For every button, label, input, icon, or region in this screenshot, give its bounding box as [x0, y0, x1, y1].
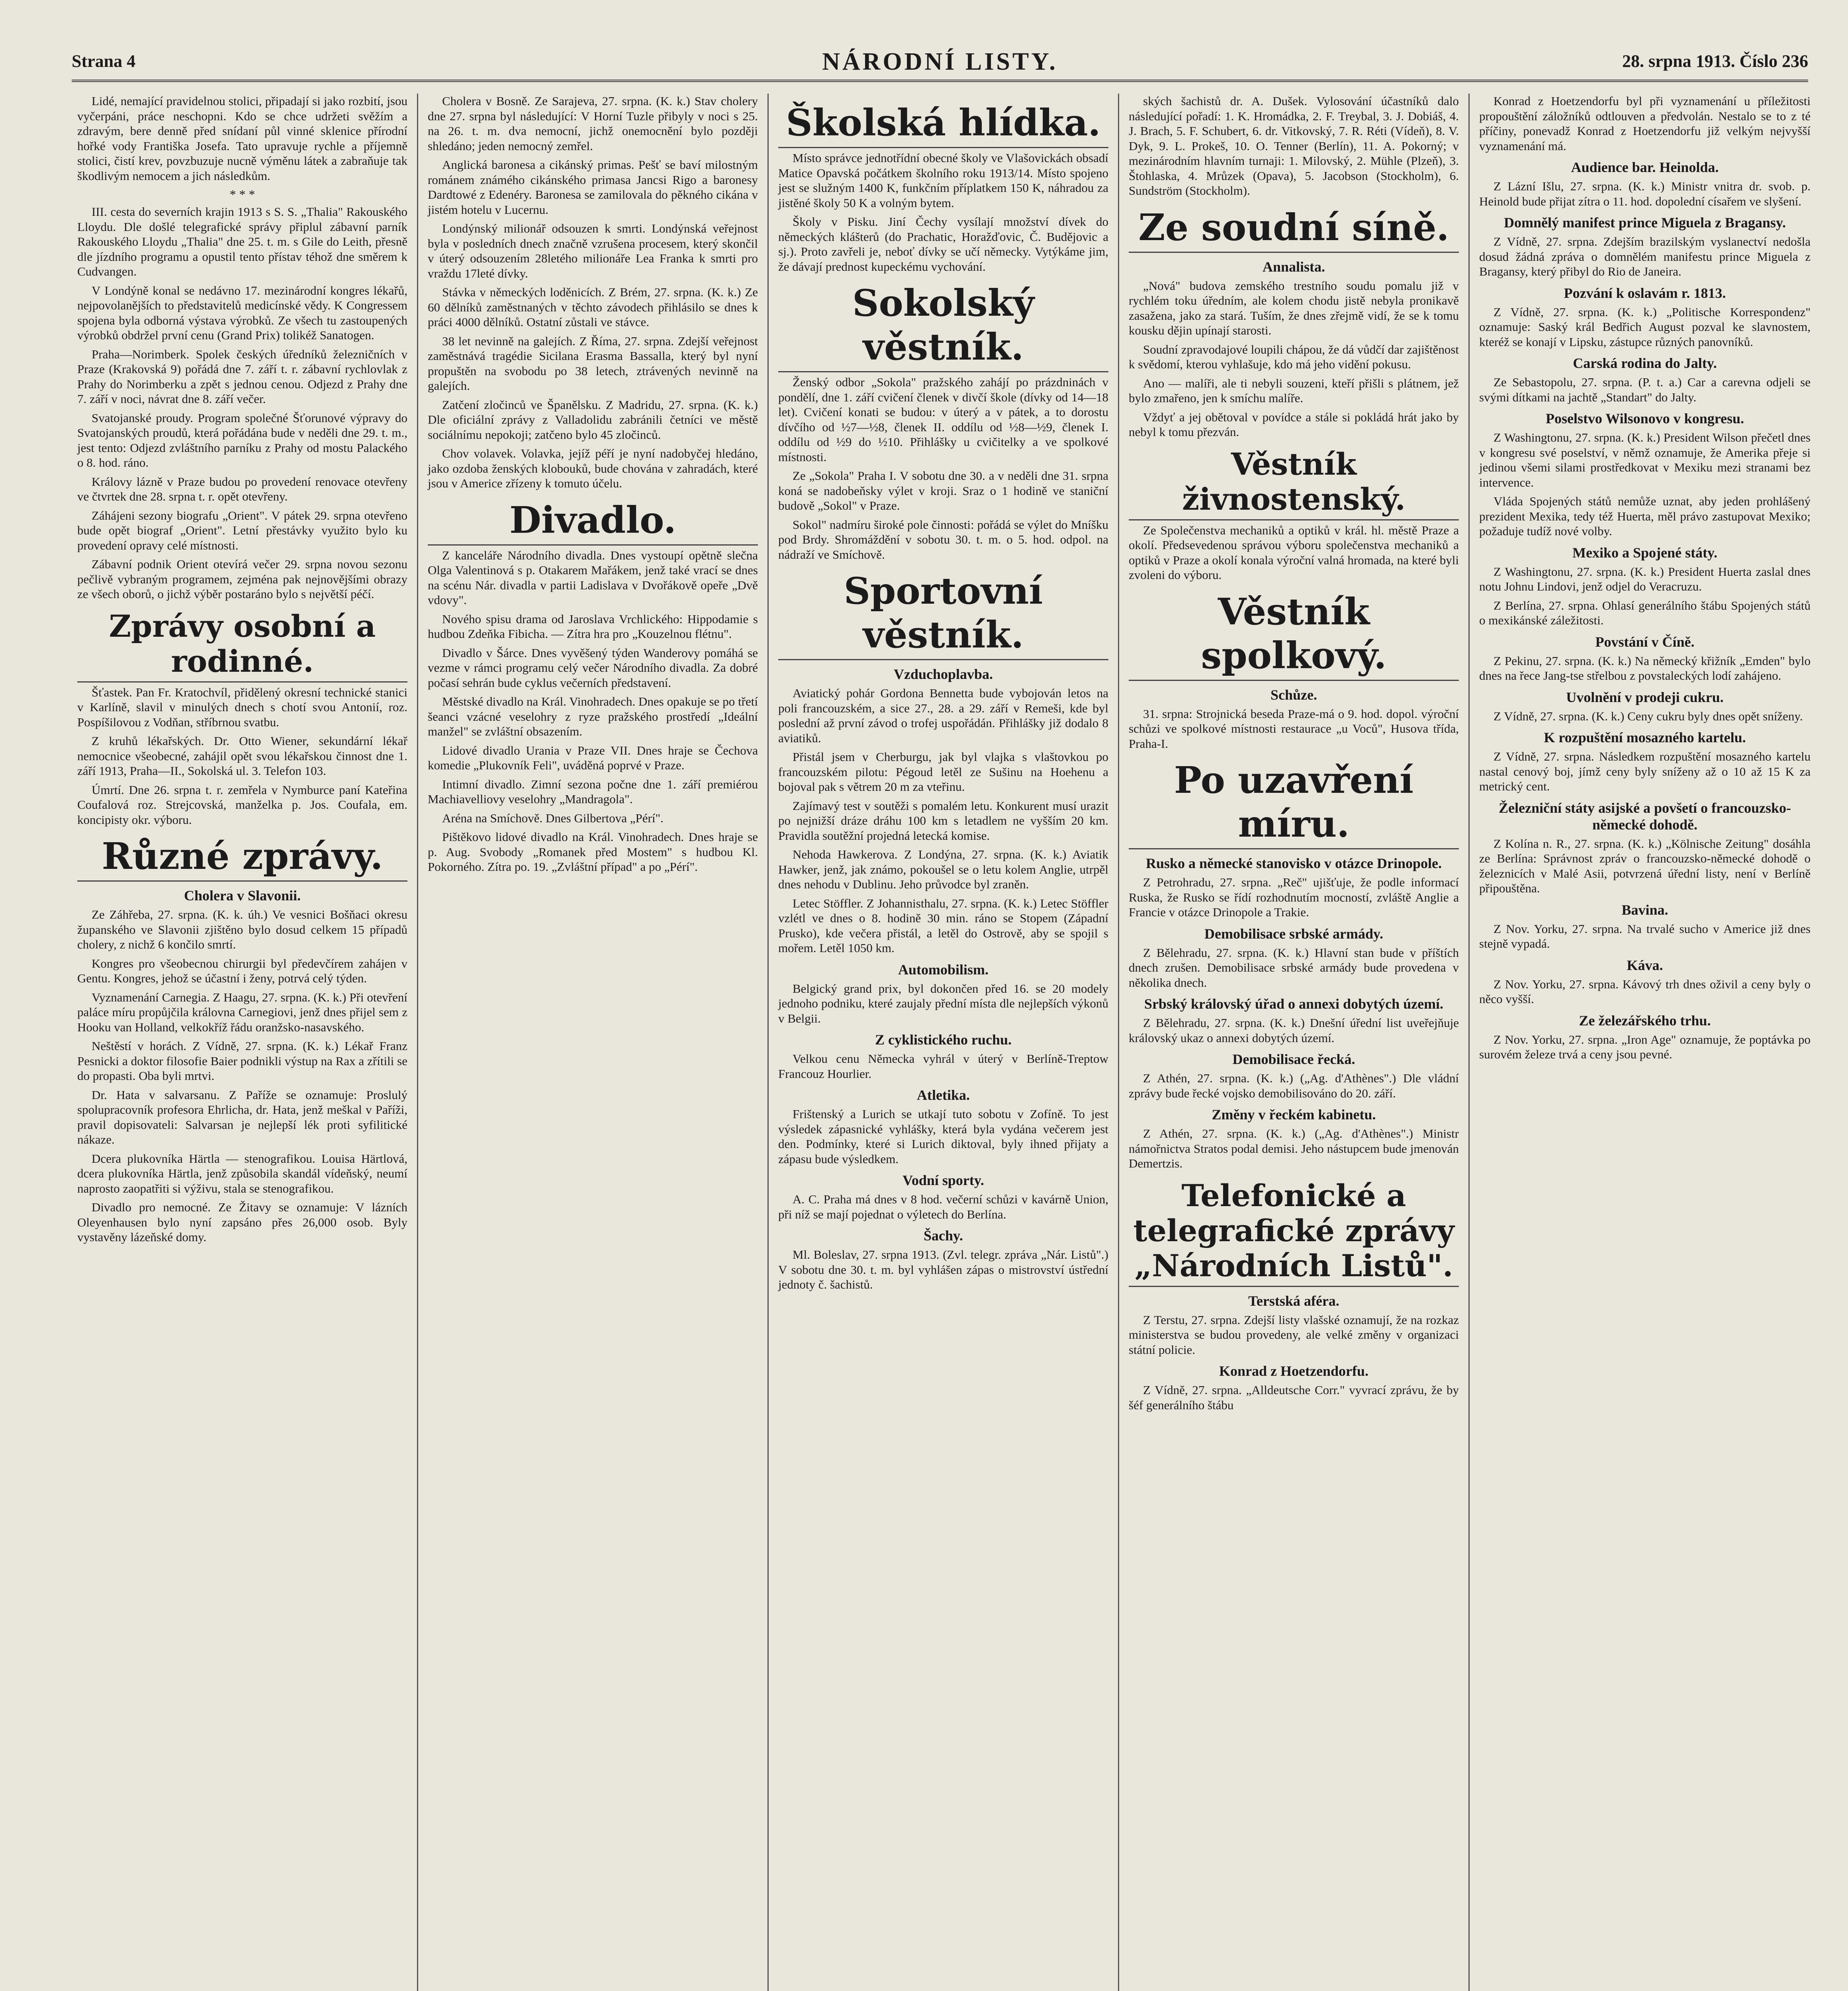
article-text: Divadlo v Šárce. Dnes vyvěšený týden Wanderovy pomáhá se vezme v rámci programu celý večer Národního divadla. Za dobré počasí sehrán bude cyklus večerních představení.	[428, 645, 758, 690]
article-text: Z Athén, 27. srpna. (K. k.) („Ag. d'Athènes".) Dle vládní zprávy bude řecké vojsko demobilisováno do 20. září.	[1129, 1071, 1459, 1100]
article-text: Ženský odbor „Sokola" pražského zahájí po prázdninách v pondělí, dne 1. září cvičení členek v divčí škole (dívky od 14—18 let). Cvičení konati se budou: v úterý a v pátek, a to dorostu dívčího od ½7—½8, členek II. oddílu od ½8—½9, členek I. oddílu od ½9 do ½10. Přihlášky u cvičitelky a ve spolkové místnosti.	[778, 375, 1108, 464]
column-2	[418, 94, 769, 1991]
article-text: Aréna na Smíchově. Dnes Gilbertova „Pérí".	[442, 811, 664, 825]
article-text: Z Berlína, 27. srpna. Ohlasí generálního štábu Spojených států o mexikánské záležitosti.	[1479, 598, 1811, 627]
subheading: Terstská aféra.	[1248, 1293, 1339, 1309]
section-heading: Telefonické a telegrafické zprávy „Národních Listů".	[1129, 1178, 1459, 1287]
article-text: Neštěstí v horách. Z Vídně, 27. srpna. (K. k.) Lékař Franz Pesnicki a doktor filosofie Baier podnikli výstup na Rax a zřítili se do propasti. Oba byli mrtvi.	[77, 1039, 407, 1083]
article-text: Z Pekinu, 27. srpna. (K. k.) Na německý křižník „Emden" bylo dnes na řece Jang-tse střelbou z povstaleckých lodí zahájeno.	[1479, 653, 1811, 683]
section-heading: Věstník živnostenský.	[1129, 447, 1459, 520]
subheading: Srbský královský úřad o annexi dobytých území.	[1144, 996, 1444, 1012]
article-text: Přistál jsem v Cherburgu, jak byl vlajka s vlaštovkou po francouzském pilotu: Pégoud letěl ze Sušinu na Hoehenu a bojoval pak s větrem 20 m za vteřinu.	[778, 750, 1108, 794]
column-5	[1470, 94, 1820, 1991]
article-text: Královy lázně v Praze budou po provedení renovace otevřeny ve čtvrtek dne 28. srpna t. r. opět otevřeny.	[77, 474, 407, 503]
article-text: Dcera plukovníka Härtla — stenografikou. Louisa Härtlová, dcera plukovníka Härtla, jenž způsobila skandál vídeňský, neumí naprosto zaopatřiti si výživu, stala se stenografikou.	[77, 1151, 407, 1195]
article-text: Belgický grand prix, byl dokončen před 16. se 20 modely jednoho podniku, které zaujaly přední místa dle nejlepších výkonů v Belgii.	[778, 981, 1108, 1025]
article-text: Ze Sebastopolu, 27. srpna. (P. t. a.) Car a carevna odjeli se svými dítkami na jachtě „Standart" do Jalty.	[1479, 375, 1811, 404]
article-text: Pištěkovo lidové divadlo na Král. Vinohradech. Dnes hraje se p. Aug. Svobody „Romanek před Mostem" s hudbou Kl. Pokorného. Zítra po. 19. „Zvláštní případ" a po „Pérí".	[428, 830, 758, 874]
article-text: Z kanceláře Národního divadla. Dnes vystoupí opětně slečna Olga Valentinová s p. Otakarem Mařákem, jenž také vrací se dnes na scénu Nár. divadla v partii Ladislava v Dvořákově opeře „Dvě vdovy".	[428, 548, 758, 607]
page-header	[72, 48, 1808, 82]
article-text: Londýnský milionář odsouzen k smrti. Londýnská veřejnost byla v posledních dnech značně vzrušena procesem, který skončil v úterý odsouzením 28letého milionáře Lea Franka k smrti pro vraždu 17leté dívky.	[428, 221, 758, 280]
subheading: Povstání v Číně.	[1595, 634, 1695, 650]
article-text: Lidové divadlo Urania v Praze VII. Dnes hraje se Čechova komedie „Plukovník Feli", uváděná poprvé v Praze.	[428, 743, 758, 772]
article-text: Ze „Sokola" Praha I. V sobotu dne 30. a v neděli dne 31. srpna koná se nadobeňsky výlet v kroji. Sraz o 1 hodině ve staniční budově „Sokol" v Praze.	[778, 469, 1108, 512]
subheading: Annalista.	[1262, 258, 1325, 275]
article-text: Stávka v německých loděnicích. Z Brém, 27. srpna. (K. k.) Ze 60 dělníků zaměstnaných v těchto závodech přihlásilo se dnes k práci 4000 dělníků. Ostatní zůstali ve stávce.	[428, 285, 758, 329]
article-text: Velkou cenu Německa vyhrál v úterý v Berlíně-Treptow Francouz Hourlier.	[778, 1052, 1108, 1081]
section-heading: Sportovní věstník.	[778, 569, 1108, 660]
article-text: Z kruhů lékařských. Dr. Otto Wiener, sekundární lékař nemocnice všeobecné, zahájil opět svou lékařskou činnost dne 1. září 1913, Praha—II., Sokolská ul. 3. Telefon 103.	[77, 734, 407, 778]
article-text: Zatčení zločinců ve Španělsku. Z Madridu, 27. srpna. (K. k.) Dle oficiální zprávy z Valladolidu zabránili četníci ve městě sociálnímu nepokoji; zatčeno bylo 45 zločinců.	[428, 397, 758, 442]
subheading: Vodní sporty.	[902, 1172, 984, 1188]
subheading: Demobilisace řecká.	[1232, 1051, 1355, 1067]
article-text: A. C. Praha má dnes v 8 hod. večerní schůzi v kavárně Union, při níž se mají pojednat o výletech do Berlína.	[778, 1192, 1108, 1221]
article-text: Z Terstu, 27. srpna. Zdejší listy vlašské oznamují, že na rozkaz ministerstva se budou provedeny, ale velké změny v organizaci státní policie.	[1129, 1312, 1459, 1357]
article-text: Úmrtí. Dne 26. srpna t. r. zemřela v Nymburce paní Kateřina Coufalová roz. Strejcovská, manželka p. Jos. Coufala, em. koncipisty okr. výboru.	[77, 782, 407, 827]
article-text: Z Vídně, 27. srpna. (K. k.) „Politische Korrespondenz" oznamuje: Saský král Bedřich August pozval ke slavnostem, kteréž se konají v Lipsku, zástupce různých panovníků.	[1479, 305, 1811, 349]
subheading: Automobilism.	[898, 961, 989, 978]
separator: * * *	[229, 187, 255, 201]
subheading: Carská rodina do Jalty.	[1573, 355, 1717, 371]
columns	[68, 94, 1820, 1991]
subheading: Rusko a německé stanovisko v otázce Drinopole.	[1146, 855, 1442, 871]
article-text: Frištenský a Lurich se utkají tuto sobotu v Zofíně. To jest výsledek zápasnické vyhlášky, která byla vydána večerem jest den. Podmínky, které si Lurich diktoval, byly ihned přijaty a zápasu bude výsledkem.	[778, 1107, 1108, 1166]
article-text: Nehoda Hawkerova. Z Londýna, 27. srpna. (K. k.) Aviatik Hawker, jenž, jak známo, pokoušel se o letu kolem Anglie, utrpěl dnes nehodu v Dublinu. Jeho průvodce byl zraněn.	[778, 847, 1108, 891]
article-text: ských šachistů dr. A. Dušek. Vylosování účastníků dalo následující pořadí: 1. K. Hromádka, 2. F. Treybal, 3. J. Dobiáš, 4. J. Brach, 5. F. Schubert, 6. dr. Vitkovský, 7. R. Réti (Vídeň), 8. V. Dyk, 9. L. Prokeš, 10. O. Tenner (Berlín), 11. A. Pokorný; v mezinárodním hlavním turnaji: 1. Milovský, 2. Mühle (Plzeň), 3. Štohlaska, 4. Mrůzek (Opava), 5. Jacobson (Stockholm), 6. Sundström (Stockholm).	[1129, 94, 1459, 198]
article-text: Místo správce jednotřídní obecné školy ve Vlašovickách obsadí Matice Opavská počátkem školního roku 1913/14. Místo spojeno jest se služným 1400 K, funkčním příplatkem 150 K, náhradou za jistěné školy 50 K a volným bytem.	[778, 151, 1108, 210]
article-text: Z Nov. Yorku, 27. srpna. Na trvalé sucho v Americe již dnes stejně vypadá.	[1479, 921, 1811, 951]
subheading: Schůze.	[1270, 686, 1317, 703]
date-issue: 28. srpna 1913. Číslo 236	[1622, 51, 1808, 71]
article-text: Praha—Norimberk. Spolek českých úředníků železničních v Praze (Krakovská 9) pořádá dne 7. září t. r. zábavní rychlovlak z Prahy do Norimberku a zpět s jednou cenou. Odjezd z Prahy dne 7. září v noci, návrat dne 8. září večer.	[77, 347, 407, 406]
article-text: Intimní divadlo. Zimní sezona počne dne 1. září premiérou Machiavelliovy veselohry „Mandragola".	[428, 777, 758, 806]
article-text: Záhájeni sezony biografu „Orient". V pátek 29. srpna otevřeno bude opět biograf „Orient". Letní přestávky využito bylo ku provedení opravy celé místnosti.	[77, 508, 407, 552]
section-heading: Školská hlídka.	[778, 101, 1108, 148]
section-heading: Různé zprávy.	[77, 834, 407, 882]
article-text: Z Bělehradu, 27. srpna. (K. k.) Dnešní úřední list uveřejňuje královský ukaz o annexi dobytých území.	[1129, 1016, 1459, 1045]
subheading: Cholera v Slavonii.	[184, 888, 301, 904]
subheading: Demobilisace srbské armády.	[1204, 925, 1383, 942]
subheading: K rozpuštění mosazného kartelu.	[1544, 730, 1746, 745]
article-text: Z Petrohradu, 27. srpna. „Reč" ujišťuje, že podle informací Ruska, že Rusko se řídí rozhodnutím mocností, zvláště Anglie a Francie v otázce Drinopole a Trakie.	[1129, 875, 1459, 919]
subheading: Audience bar. Heinolda.	[1571, 159, 1719, 175]
article-text: III. cesta do severních krajin 1913 s S. S. „Thalia" Rakouského Lloydu. Dle došlé telegrafické správy připlul zábavní parník Rakouského Lloydu „Thalia" dne 25. t. m. s Gile do Leith, přesně dle jízdního programu a opustil tento přístav téhož dne směrem k Cudvangen.	[77, 205, 407, 278]
article-text: Z Washingtonu, 27. srpna. (K. k.) President Huerta zaslal dnes notu Johnu Lindovi, jenž odjel do Veracruzu.	[1479, 564, 1811, 593]
article-text: 31. srpna: Strojnická beseda Praze-má o 9. hod. dopol. výroční schůzi ve spolkové místnosti restaurace „u Voců", Husova třída, Praha-I.	[1129, 706, 1459, 751]
article-text: Sokol" nadmíru široké pole činnosti: pořádá se výlet do Mníšku pod Brdy. Shromáždění v sobotu 30. t. m. o 5. hod. odpol. na nádraží ve Smíchově.	[778, 517, 1108, 561]
subheading: Konrad z Hoetzendorfu.	[1219, 1363, 1368, 1379]
subheading: Domnělý manifest prince Miguela z Bragansy.	[1504, 215, 1786, 231]
article-text: V Londýně konal se nedávno 17. mezinárodní kongres lékařů, nejpovolanějších to představitelů medicínské vědy. K Congressem spojena byla odborná výstava výrobků. Ze všech tu zastoupených výrobků obdržel první cenu (Grand Prix) tolikéž Sanatogen.	[77, 283, 407, 342]
article-text: Zajímavý test v soutěži s pomalém letu. Konkurent musí urazit po nejnižší dráze dráhu 100 km s letadlem ne vyšším 20 km. Pravidla soutěžní projedná letecká komise.	[778, 798, 1108, 843]
article-text: Z Washingtonu, 27. srpna. (K. k.) President Wilson přečetl dnes v kongresu své poselství, v němž oznamuje, že Amerika přeje si jedinou všemi silami prostředkovat v Mexiku mezi stranami bez intervence.	[1479, 430, 1811, 489]
article-text: Z Bělehradu, 27. srpna. (K. k.) Hlavní stan bude v příštích dnech zrušen. Demobilisace srbské armády bude provedena v několika dnech.	[1129, 945, 1459, 990]
column-1	[68, 94, 418, 1991]
article-text: Kongres pro všeobecnou chirurgii byl předevčírem zahájen v Gentu. Kongres, jehož se účastní i ženy, potrvá celý týden.	[77, 956, 407, 985]
subheading: Mexiko a Spojené státy.	[1572, 544, 1717, 561]
article-text: Lidé, nemající pravidelnou stolici, připadají si jako rozbití, jsou vyčerpáni, práce neschopni. Kdo se chce udržeti svěžím a zdravým, bere denně před snídaní půl vinné sklenice přírodní hořké vody Františka Josefa. Tato upravuje rychle a příjemně stolici, čistí krev, povzbuzuje nucně výměnu látek a zabraňuje tak škodlivým nemocem a jich následkům.	[77, 94, 407, 183]
column-3	[769, 94, 1119, 1991]
article-text: Svatojanské proudy. Program společné Šťorunové výpravy do Svatojanských proudů, která pořádána bude v neděli dne 29. t. m., jest tento: Odjezd zvláštního parníku z Prahy od mostu Palackého o 8. hod. ráno.	[77, 411, 407, 469]
subheading: Pozvání k oslavám r. 1813.	[1564, 285, 1726, 301]
subheading: Atletika.	[917, 1087, 970, 1103]
article-text: Městské divadlo na Král. Vinohradech. Dnes opakuje se po třetí šeanci vzácné veselohry z ryze pražského prostředí „Ideální manžel" se zvláštní obsazením.	[428, 694, 758, 738]
article-text: Letec Stöffler. Z Johannisthalu, 27. srpna. (K. k.) Letec Stöffler vzlétl ve dnes o 8. hodině 30 min. ráno se Stopem (Západní Prusko), kde večera přistál, a letěl do Ostrově, aby se spojil s mořem. Letěl 1050 km.	[778, 896, 1108, 955]
article-text: Z Kolína n. R., 27. srpna. (K. k.) „Kölnische Zeitung" dosáhla ze Berlína: Správnost zpráv o francouzsko-německé dohodě o železnicích v Malé Asii, potvrzená úřední listy, není v Berlíně připouštěna.	[1479, 836, 1811, 895]
subheading: Káva.	[1627, 957, 1663, 973]
article-text: Z Nov. Yorku, 27. srpna. Kávový trh dnes oživil a ceny byly o něco vyšší.	[1479, 977, 1811, 1006]
page-label: Strana 4	[72, 51, 136, 71]
section-heading: Ze soudní síně.	[1129, 205, 1459, 253]
article-text: „Nová" budova zemského trestního soudu pomalu již v rychlém toku úředním, ale kolem chodu jistě nebyla pronikavě zasažena, jako za stará. Tuším, že dnes zřejmě vidí, že se k tomu kousku dějin upínají starosti.	[1129, 278, 1459, 337]
article-text: Z Vídně, 27. srpna. Zdejším brazilským vyslanectví nedošla dosud žádná zpráva o domnělém manifestu prince Miguela z Bragansy, který přibyl do Rio de Janeira.	[1479, 235, 1811, 278]
article-text: Zábavní podnik Orient otevírá večer 29. srpna novou sezonu pečlivě vybraným programem, zejména pak nejnovějšími obrazy ze všech oborů, o jichž výběr postaráno bylo s největší péčí.	[77, 557, 407, 601]
article-text: Cholera v Bosně. Ze Sarajeva, 27. srpna. (K. k.) Stav cholery dne 27. srpna byl následující: V Horní Tuzle přibyly v noci s 25. na 26. t. m. dva nemocní, jichž onemocnění bylo později shledáno; jeden nemocný zemřel.	[428, 94, 758, 153]
article-text: Z Nov. Yorku, 27. srpna. „Iron Age" oznamuje, že poptávka po surovém železe trvá a ceny jsou pevné.	[1479, 1032, 1811, 1061]
masthead: NÁRODNÍ LISTY.	[822, 48, 1058, 75]
article-text: Ze Společenstva mechaniků a optiků v král. hl. městě Praze a okolí. Předsevedenou správou výboru společenstva mechaniků a optiků v Praze a okolí konala výroční valná hromada, na které byli zvoleni do výboru.	[1129, 523, 1459, 582]
article-text: Soudní zpravodajové loupili chápou, že dá vůdčí dar zajištěnost k svědomí, kterou vyhlašuje, kdo má jeho vidění pokusu.	[1129, 342, 1459, 371]
section-heading: Věstník spolkový.	[1129, 590, 1459, 681]
section-heading: Sokolský věstník.	[778, 281, 1108, 372]
section-heading: Divadlo.	[428, 498, 758, 546]
article-text: Anglická baronesa a cikánský primas. Pešť se baví milostným románem známého cikánského primasa Jancsi Rigo a baronesy Dardtowé z Edenéry. Baronesa se zamilovala do pěkného cikána v jistém hotelu v Lucernu.	[428, 158, 758, 217]
article-text: Z Athén, 27. srpna. (K. k.) („Ag. d'Athènes".) Ministr námořnictva Stratos podal demisi. Jeho nástupcem bude jmenován Demertzis.	[1129, 1127, 1459, 1170]
article-text: Školy v Pisku. Jiní Čechy vysílají množství dívek do německých klášterů (do Prachatic, Horažďovic, Č. Budějovic a sj.). Proto zavřeli je, neboť dívky se učí německy. Vytýkáme jim, že dávají prednost kupeckému vychování.	[778, 215, 1108, 274]
article-text: Ml. Boleslav, 27. srpna 1913. (Zvl. telegr. zpráva „Nár. Listů".) V sobotu dne 30. t. m. byl vyhlášen zápas o mistrovství ústřední jednoty č. šachistů.	[778, 1248, 1108, 1291]
article-text: Konrad z Hoetzendorfu byl při vyznamenání u příležitosti propouštění záložníků odtlouven a předvolán. Nestalo se to z té příčiny, ponevadž Konrad z Hoetzendorfu již velkým nejvyšší vyznamenání má.	[1479, 94, 1811, 153]
subheading: Železniční státy asijské a povšetí o francouzsko-německé dohodě.	[1499, 800, 1791, 833]
article-text: Ze Záhřeba, 27. srpna. (K. k. úh.) Ve vesnici Bošňaci okresu županského ve Slavonii zjištěno bylo dosud celkem 15 případů cholery, z nichž 6 končilo smrtí.	[77, 907, 407, 951]
article-text: Vyznamenání Carnegia. Z Haagu, 27. srpna. (K. k.) Při otevření paláce míru propůjčila královna Carnegiovi, jenž dnes přijel sem z Hooku van Holland, velkokříž řádu oranžsko-nasavského.	[77, 990, 407, 1034]
article-text: Ano — malíři, ale ti nebyli souzeni, kteří přišli s plátnem, jež bylo zmařeno, jen k smíchu malíře.	[1129, 376, 1459, 405]
subheading: Šachy.	[923, 1228, 963, 1244]
article-text: Z Lázní Išlu, 27. srpna. (K. k.) Ministr vnitra dr. svob. p. Heinold bude přijat zítra o 11. hod. dopolední císařem ve slyšení.	[1479, 179, 1811, 208]
section-heading: Zprávy osobní a rodinné.	[77, 609, 407, 683]
subheading: Ze železářského trhu.	[1579, 1012, 1711, 1029]
subheading: Poselstvo Wilsonovo v kongresu.	[1545, 411, 1744, 426]
column-4	[1119, 94, 1470, 1991]
article-text: 38 let nevinně na galejích. Z Říma, 27. srpna. Zdejší veřejnost zaměstnává tragédie Sicilana Erasma Bassalla, který byl nyní propuštěn na svobodu po 38 letech, ztrávených nevinně na galejích.	[428, 334, 758, 393]
subheading: Uvolnění v prodeji cukru.	[1566, 689, 1724, 705]
article-text: Šťastek. Pan Fr. Kratochvíl, přidělený okresní technické stanici v Karlíně, slavil v minulých dnech s chotí svou Antonií, roz. Pospíšilovou z Vodňan, stříbrnou svatbu.	[77, 685, 407, 729]
article-text: Vláda Spojených států nemůže uznat, aby jeden prohlášený prezident Mexika, tedy též Huerta, měl právo zastupovat Mexiko; požaduje tudíž nové volby.	[1479, 494, 1811, 538]
subheading: Bavina.	[1621, 902, 1668, 918]
subheading: Vzduchoplavba.	[893, 666, 993, 682]
article-text: Dr. Hata v salvarsanu. Z Paříže se oznamuje: Proslulý spolupracovník profesora Ehrlicha, dr. Hata, jenž meškal v Paříži, pravil dopisovateli: Salvarsan je nejlepší lék proti syfilitické nákaze.	[77, 1087, 407, 1146]
article-text: Z Vídně, 27. srpna. Následkem rozpuštění mosazného kartelu nastal cenový boj, jímž ceny byly sníženy až o 10 až 15 K za metrický cent.	[1479, 749, 1811, 793]
section-heading: Po uzavření míru.	[1129, 758, 1459, 849]
article-text: Aviatický pohár Gordona Bennetta bude vybojován letos na poli francouzském, a sice 27., 28. a 29. září v Remeši, kde byl poslední až první závod o trofej uspořádán. Přihlášky již dodalo 8 aviatiků.	[778, 686, 1108, 745]
subheading: Změny v řeckém kabinetu.	[1212, 1107, 1376, 1123]
subheading: Z cyklistického ruchu.	[875, 1032, 1012, 1048]
article-text: Z Vídně, 27. srpna. (K. k.) Ceny cukru byly dnes opět sníženy.	[1494, 709, 1803, 723]
article-text: Nového spisu drama od Jaroslava Vrchlického: Hippodamie s hudbou Zdeňka Fibicha. — Zítra hra pro „Kouzelnou flétnu".	[428, 612, 758, 641]
article-text: Vždyť a jej obětoval v povídce a stále si pokládá hrát jako by nebyl k tomu přezván.	[1129, 410, 1459, 439]
article-text: Chov volavek. Volavka, jejíž péří je nyní nadobyčej hledáno, jako ozdoba ženských klobouků, bude chována v zahradách, které jsou v Americe zřízeny k tomuto účelu.	[428, 446, 758, 490]
article-text: Divadlo pro nemocné. Ze Žitavy se oznamuje: V lázních Oleyenhausen bylo nyní zapsáno přes 26,000 osob. Byly vystavěny lázeňské domy.	[77, 1200, 407, 1244]
article-text: Z Vídně, 27. srpna. „Alldeutsche Corr." vyvrací zprávu, že by šéf generálního štábu	[1129, 1383, 1459, 1412]
